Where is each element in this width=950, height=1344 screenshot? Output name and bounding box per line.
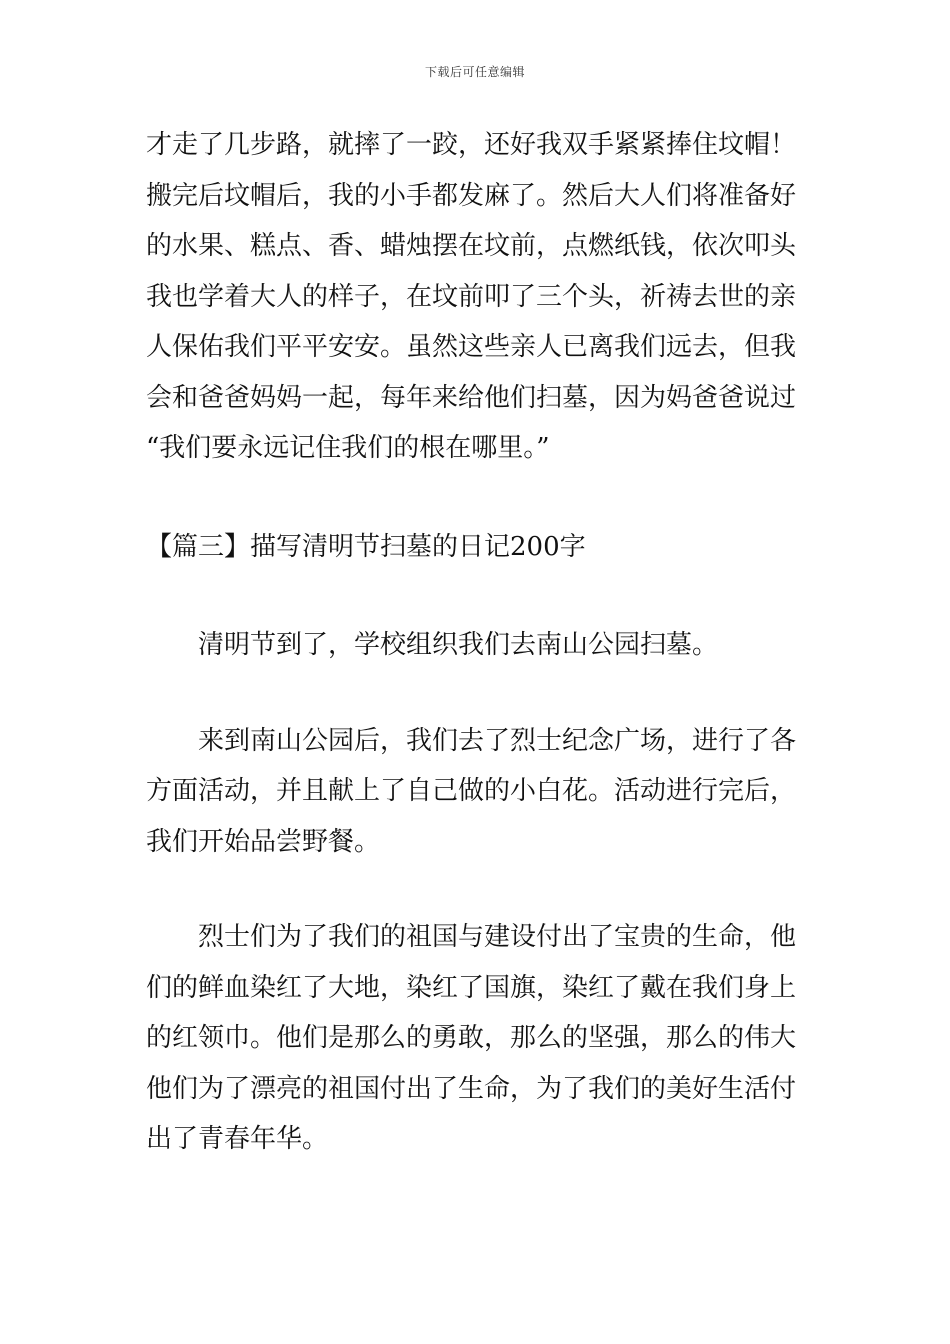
text-line: 的红领巾。他们是那么的勇敢，那么的坚强，那么的伟大	[146, 1023, 797, 1053]
text-line: 的水果、糕点、香、蜡烛摆在坟前，点燃纸钱，依次叩头	[146, 231, 797, 261]
spacer	[146, 474, 806, 522]
text-line: 们的鲜血染红了大地，染红了国旗，染红了戴在我们身上	[146, 972, 797, 1003]
text-line: 出了青春年华。	[146, 1124, 329, 1154]
spacer	[146, 671, 806, 716]
text-line: 来到南山公园后，我们去了烈士纪念广场，进行了各	[198, 725, 797, 756]
paragraph-2	[146, 716, 806, 868]
text-line: 烈士们为了我们的祖国与建设付出了宝贵的生命，他	[198, 922, 797, 952]
page-header-note: 下载后可任意编辑	[424, 65, 525, 79]
text-line: 他们为了漂亮的祖国付出了生命，为了我们的美好生活付	[146, 1073, 797, 1104]
text-line: 方面活动，并且献上了自己做的小白花。活动进行完后，	[146, 776, 797, 806]
text-line: 我也学着大人的样子，在坟前叩了三个头，祈祷去世的亲	[146, 281, 797, 312]
text-line: 我们开始品尝野餐。	[146, 826, 381, 857]
paragraph-3	[146, 912, 806, 1165]
text-line: 清明节到了，学校组织我们去南山公园扫墓。	[198, 630, 719, 660]
text-line: 才走了几步路，就摔了一跤，还好我双手紧紧捧住坟帽！	[146, 130, 797, 160]
spacer	[146, 867, 806, 912]
section-heading: 【篇三】描写清明节扫墓的日记200字	[146, 531, 586, 562]
document-body	[146, 120, 806, 1165]
text-line: 人保佑我们平平安安。虽然这些亲人已离我们远去，但我	[146, 332, 797, 362]
text-line: “我们要永远记住我们的根在哪里。”	[146, 433, 550, 463]
paragraph-1	[146, 620, 806, 671]
text-line: 会和爸爸妈妈一起，每年来给他们扫墓，因为妈爸爸说过	[146, 382, 797, 413]
text-line: 搬完后坟帽后，我的小手都发麻了。然后大人们将准备好	[146, 180, 797, 211]
spacer	[146, 572, 806, 620]
continuation-paragraph	[146, 120, 806, 474]
